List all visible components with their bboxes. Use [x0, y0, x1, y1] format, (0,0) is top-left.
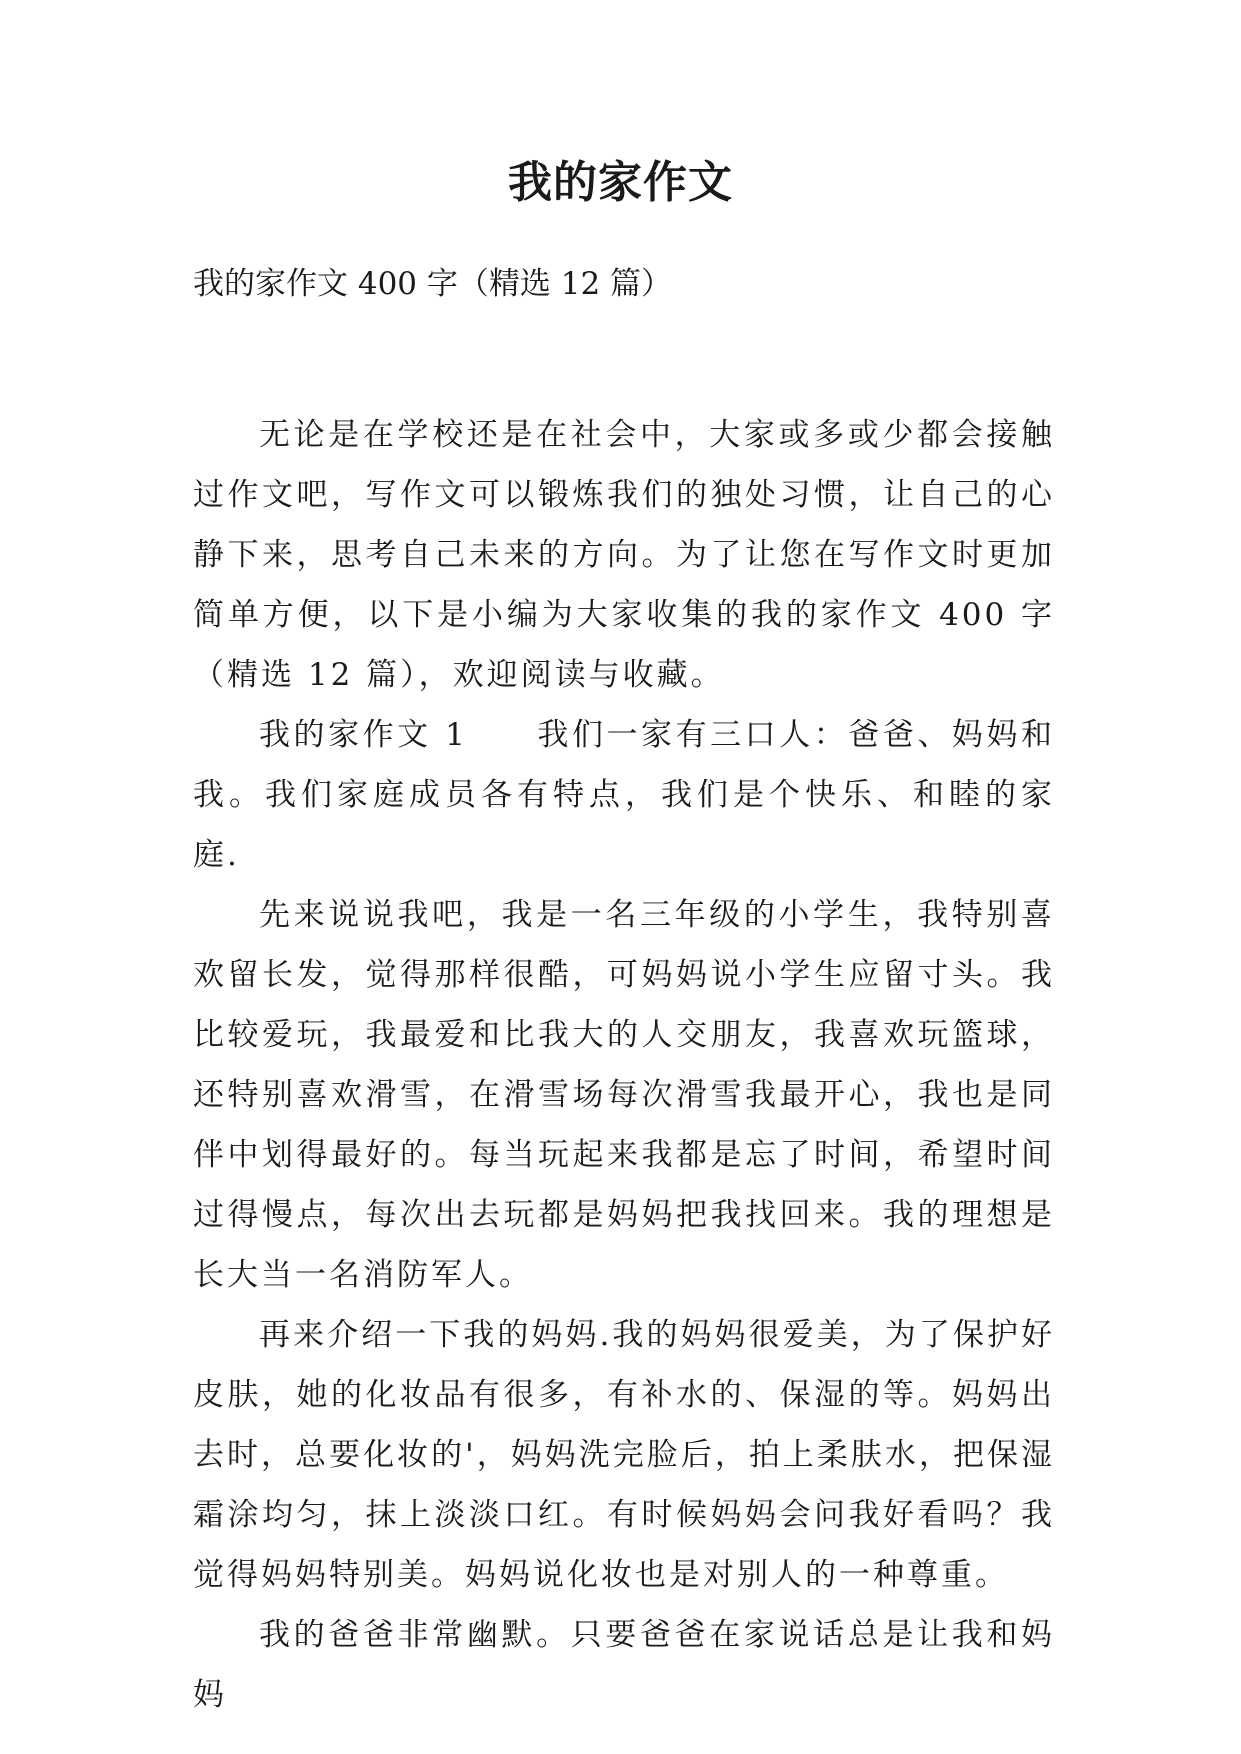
document-body: [193, 405, 1055, 1725]
paragraph-about-mother: 再来介绍一下我的妈妈.我的妈妈很爱美，为了保护好皮肤，她的化妆品有很多，有补水的、保湿的等。妈妈出去时，总要化妆的'，妈妈洗完脸后，拍上柔肤水，把保湿霜涂均匀，抹上淡淡口红。有时候妈妈会问我好看吗？我觉得妈妈特别美。妈妈说化妆也是对别人的一种尊重。: [193, 1317, 1055, 1593]
document-subtitle: 我的家作文 400 字（精选 12 篇）: [193, 266, 673, 302]
paragraph-intro: 无论是在学校还是在社会中，大家或多或少都会接触过作文吧，写作文可以锻炼我们的独处习惯，让自己的心静下来，思考自己未来的方向。为了让您在写作文时更加简单方便，以下是小编为大家收集的我的家作文 400 字（精选 12 篇），欢迎阅读与收藏。: [193, 417, 1055, 693]
document-title: 我的家作文: [508, 157, 733, 208]
paragraph-about-father: 我的爸爸非常幽默。只要爸爸在家说话总是让我和妈妈: [193, 1617, 1055, 1713]
paragraph-about-me: 先来说说我吧，我是一名三年级的小学生，我特别喜欢留长发，觉得那样很酷，可妈妈说小学生应留寸头。我比较爱玩，我最爱和比我大的人交朋友，我喜欢玩篮球，还特别喜欢滑雪，在滑雪场每次滑雪我最开心，我也是同伴中划得最好的。每当玩起来我都是忘了时间，希望时间过得慢点，每次出去玩都是妈妈把我找回来。我的理想是长大当一名消防军人。: [193, 897, 1055, 1293]
paragraph-essay-1-opening: 我的家作文 1 我们一家有三口人：爸爸、妈妈和我。我们家庭成员各有特点，我们是个快乐、和睦的家庭.: [193, 717, 1055, 873]
